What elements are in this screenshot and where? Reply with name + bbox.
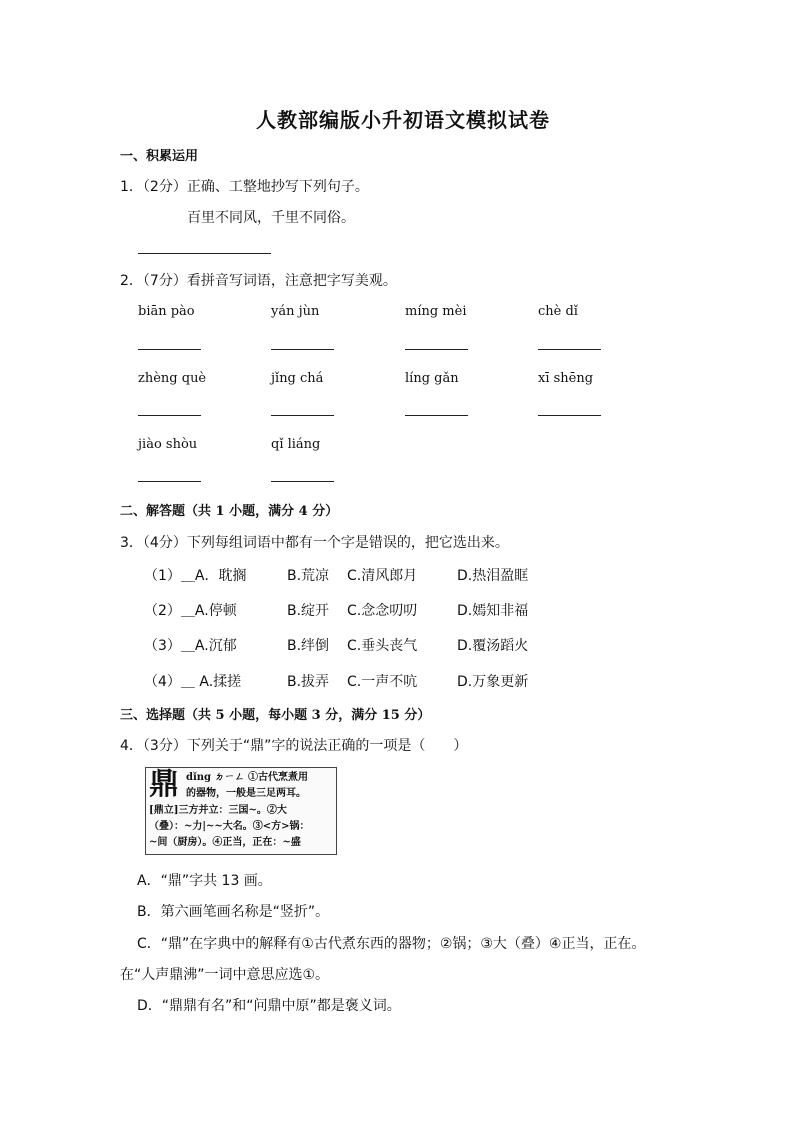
q4-option-a: A．“鼎”字共 13 画。	[137, 873, 272, 889]
pinyin-2: yán jùn	[271, 304, 320, 319]
section-heading-3: 三、选择题（共 5 小题，每小题 3 分，满分 15 分）	[120, 708, 431, 723]
q3-row3-b: B.绊倒	[287, 638, 330, 654]
pinyin-1: biān pào	[138, 304, 195, 319]
page-title: 人教部编版小升初语文模拟试卷	[256, 108, 550, 132]
q3-row2-d: D.嫣知非福	[457, 603, 529, 619]
pinyin-10: qǐ liáng	[271, 437, 321, 452]
answer-line-pinyin-10[interactable]	[271, 481, 334, 482]
q3-row3-a: （3）＿A.沉郁	[144, 638, 237, 654]
answer-line-pinyin-7[interactable]	[405, 415, 468, 416]
pinyin-4: chè dǐ	[538, 304, 578, 319]
pinyin-6: jǐng chá	[271, 371, 324, 386]
q3-row1-c: C.清风郎月	[347, 568, 418, 584]
q3-row4-a: （4）＿ A.揉搓	[144, 674, 242, 690]
answer-line-pinyin-6[interactable]	[271, 415, 334, 416]
dictionary-line-3: [鼎立]三方并立：三国~。②大	[149, 805, 287, 816]
q4-option-d: D．“鼎鼎有名”和“问鼎中原”都是褒义词。	[137, 998, 401, 1014]
answer-line-q1[interactable]	[138, 253, 271, 254]
q3-row3-c: C.垂头丧气	[347, 638, 418, 654]
question-3-stem: 3．（4分）下列每组词语中都有一个字是错误的，把它选出来。	[120, 535, 509, 551]
q3-row4-d: D.万象更新	[457, 674, 529, 690]
answer-line-pinyin-1[interactable]	[138, 349, 201, 350]
question-1-stem: 1．（2分）正确、工整地抄写下列句子。	[120, 179, 369, 195]
dictionary-line-4: （叠）：~力|~~大名。③<方>锅：	[149, 821, 310, 832]
q3-row4-b: B.拔弄	[287, 674, 330, 690]
q3-row2-c: C.念念叨叨	[347, 603, 418, 619]
answer-line-pinyin-9[interactable]	[138, 481, 201, 482]
q3-row2-b: B.绽开	[287, 603, 330, 619]
pinyin-7: líng gǎn	[405, 371, 459, 386]
dictionary-entry-image	[145, 767, 337, 855]
q4-option-b: B．第六画笔画名称是“竖折”。	[137, 904, 330, 920]
question-2-stem: 2．（7分）看拼音写词语，注意把字写美观。	[120, 273, 397, 289]
answer-line-pinyin-4[interactable]	[538, 349, 601, 350]
q3-row3-d: D.覆汤蹈火	[457, 638, 529, 654]
answer-line-pinyin-2[interactable]	[271, 349, 334, 350]
pinyin-3: míng mèi	[405, 304, 467, 319]
section-heading-2: 二、解答题（共 1 小题，满分 4 分）	[120, 504, 339, 519]
q3-row1-b: B.荒凉	[287, 568, 330, 584]
q3-row1-a: （1）＿A．耽搁	[144, 568, 247, 584]
pinyin-5: zhèng què	[138, 371, 207, 386]
q4-option-c: C．“鼎”在字典中的解释有①古代煮东西的器物；②锅；③大（叠）④正当，正在。	[137, 936, 646, 952]
dictionary-character: 鼎	[149, 767, 179, 802]
dictionary-line-1: dǐng ㄉㄧㄥ ①古代烹煮用	[186, 772, 309, 783]
answer-line-pinyin-5[interactable]	[138, 415, 201, 416]
dictionary-line-5: ~间（厨房）。④正当，正在：~盛	[149, 837, 301, 848]
answer-line-pinyin-8[interactable]	[538, 415, 601, 416]
q3-row1-d: D.热泪盈眶	[457, 568, 529, 584]
question-1-sentence: 百里不同风，千里不同俗。	[187, 210, 355, 226]
q3-row2-a: （2）＿A.停顿	[144, 603, 237, 619]
pinyin-8: xī shēng	[538, 371, 594, 386]
answer-line-pinyin-3[interactable]	[405, 349, 468, 350]
q4-option-c-continued: 在“人声鼎沸”一词中意思应选①。	[120, 967, 330, 983]
dictionary-line-2: 的器物，一般是三足两耳。	[186, 788, 306, 799]
q3-row4-c: C.一声不吭	[347, 674, 418, 690]
pinyin-9: jiào shòu	[138, 437, 198, 452]
question-4-stem: 4．（3分）下列关于“鼎”字的说法正确的一项是（ ）	[120, 738, 468, 754]
section-heading-1: 一、积累运用	[120, 149, 199, 164]
